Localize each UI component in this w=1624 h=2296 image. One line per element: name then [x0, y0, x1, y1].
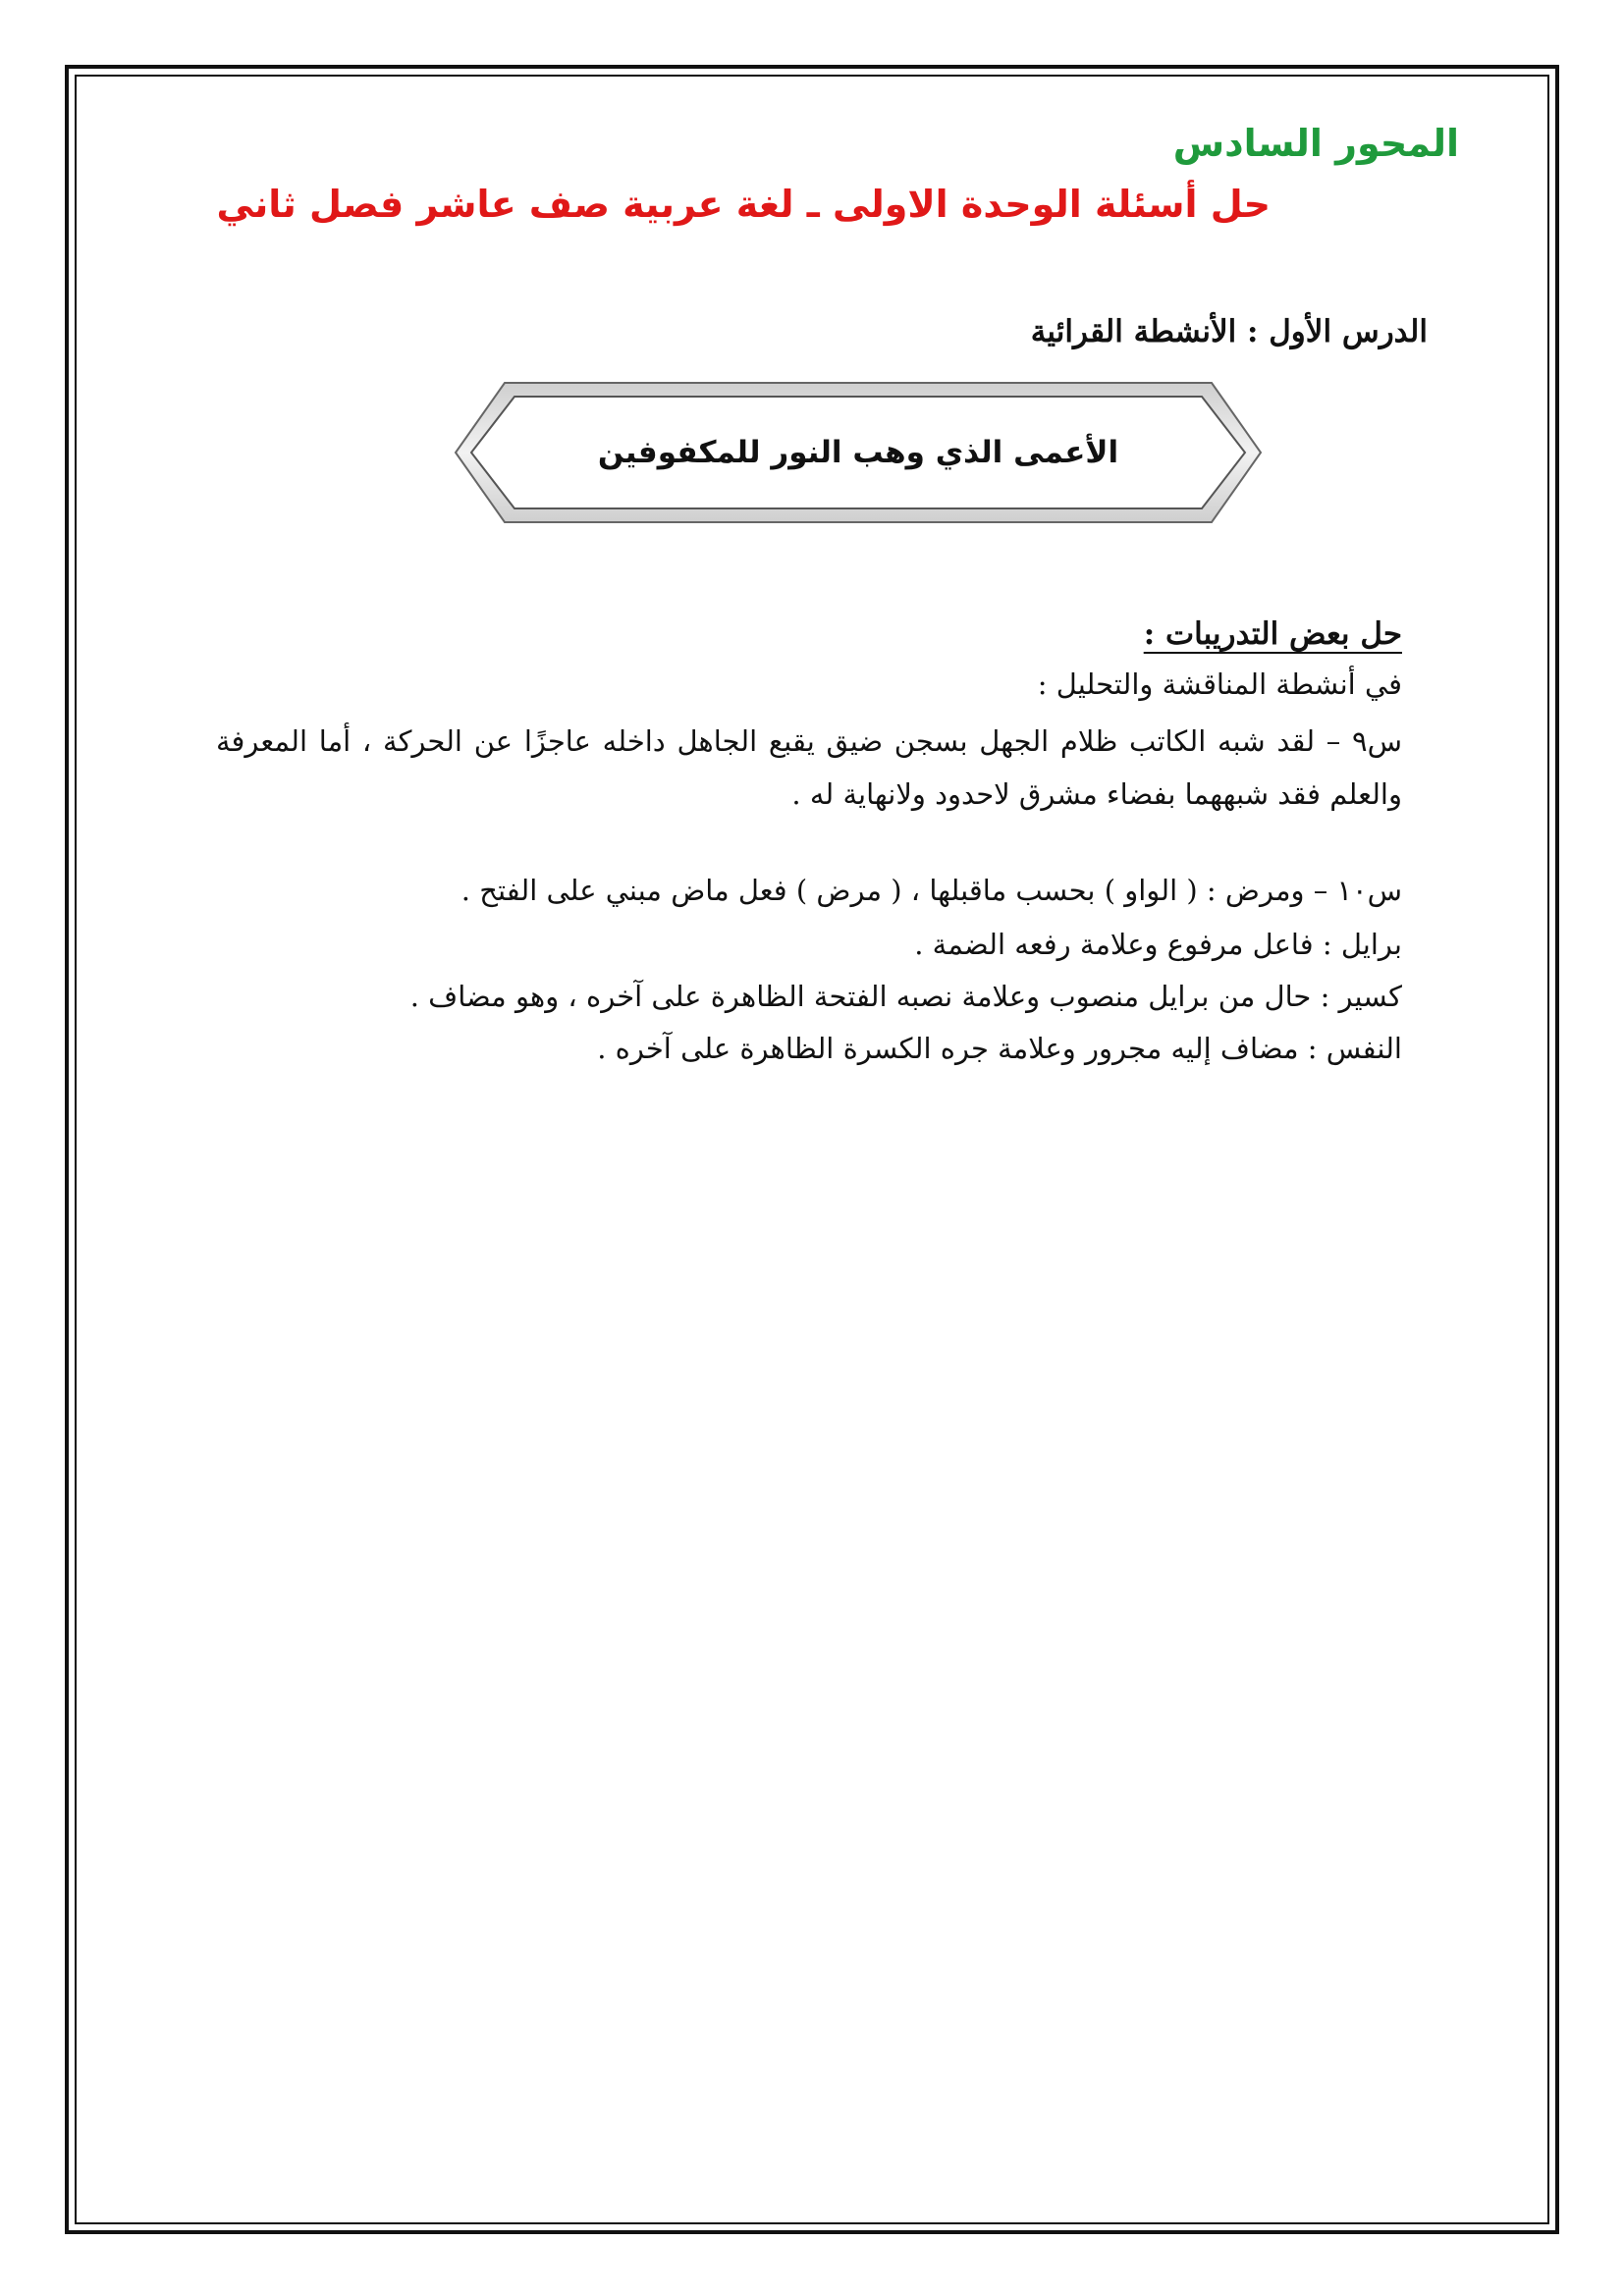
parsing-item-nafs: النفس : مضاف إليه مجرور وعلامة جره الكسرة الظاهرة على آخره . — [597, 1032, 1402, 1065]
question-10-intro: س١٠ – ومرض : ( الواو ) بحسب ماقبلها ، ( مرض ) فعل ماض مبني على الفتح . — [460, 874, 1402, 907]
banner-title: الأعمى الذي وهب النور للمكفوفين — [597, 435, 1119, 470]
question-9-answer: س٩ – لقد شبه الكاتب ظلام الجهل بسجن ضيق يقبع الجاهل داخله عاجزًا عن الحركة ، أما المعرفة والعلم فقد شبههما بفضاء مشرق لاحدود ولانهاية له . — [216, 724, 1402, 811]
parsing-item-kasir: كسير : حال من برايل منصوب وعلامة نصبه الفتحة الظاهرة على آخره ، وهو مضاف . — [409, 980, 1402, 1013]
document-title: حل أسئلة الوحدة الاولى ـ لغة عربية صف عاشر فصل ثاني — [216, 183, 1271, 226]
parsing-item-braille: برايل : فاعل مرفوع وعلامة رفعه الضمة . — [914, 928, 1402, 961]
lesson-banner — [454, 381, 1263, 524]
unit-heading: المحور السادس — [1172, 122, 1459, 165]
discussion-subheading: في أنشطة المناقشة والتحليل : — [1037, 667, 1402, 701]
exercises-heading: حل بعض التدريبات : — [1143, 616, 1402, 652]
lesson-title: الدرس الأول : الأنشطة القرائية — [1030, 314, 1428, 349]
